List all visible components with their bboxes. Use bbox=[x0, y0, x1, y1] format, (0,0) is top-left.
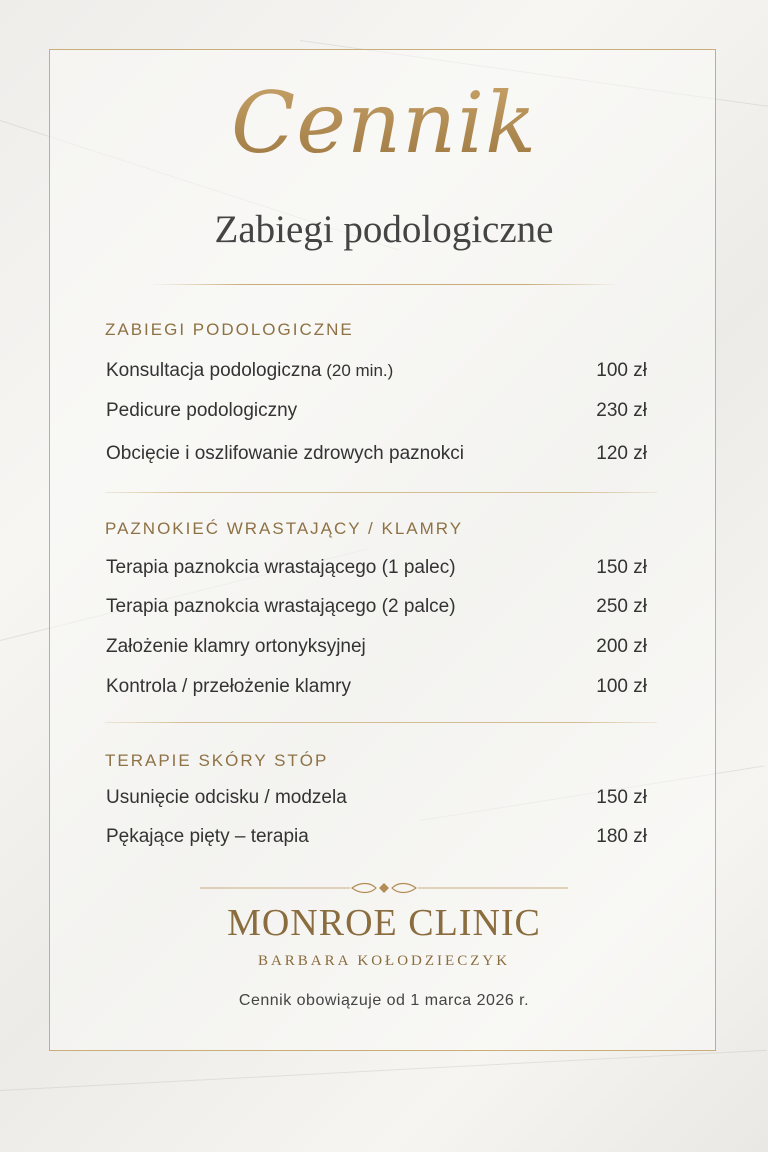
service-price: 250 zł bbox=[596, 596, 647, 617]
price-row bbox=[106, 596, 647, 624]
service-name: Pedicure podologiczny bbox=[106, 400, 298, 421]
price-row bbox=[106, 676, 647, 704]
price-row bbox=[106, 826, 647, 854]
service-name: Usunięcie odcisku / modzela bbox=[106, 787, 347, 808]
background-marble-vein bbox=[0, 1050, 767, 1091]
section-heading: PAZNOKIEĆ WRASTAJĄCY / KLAMRY bbox=[105, 519, 464, 538]
service-name: Założenie klamry ortonyksyjnej bbox=[106, 636, 366, 657]
brand-owner: BARBARA KOŁODZIECZYK bbox=[257, 953, 511, 969]
service-price: 200 zł bbox=[596, 636, 647, 657]
validity-note: Cennik obowiązuje od 1 marca 2026 r. bbox=[238, 992, 530, 1009]
service-price: 230 zł bbox=[596, 400, 647, 421]
service-name: Pękające pięty – terapia bbox=[106, 826, 309, 847]
script-title: Cennik bbox=[0, 74, 768, 172]
service-price: 150 zł bbox=[596, 787, 647, 808]
service-name: Kontrola / przełożenie klamry bbox=[106, 676, 351, 697]
price-row bbox=[106, 400, 647, 428]
service-price: 120 zł bbox=[596, 443, 647, 464]
service-price: 100 zł bbox=[596, 360, 647, 381]
section-divider bbox=[105, 492, 657, 493]
title-divider bbox=[150, 284, 620, 285]
service-price: 180 zł bbox=[596, 826, 647, 847]
service-name: Obcięcie i oszlifowanie zdrowych paznokci bbox=[106, 443, 464, 464]
service-name: Terapia paznokcia wrastającego (2 palce) bbox=[106, 596, 456, 617]
price-row bbox=[106, 636, 647, 664]
service-price: 100 zł bbox=[596, 676, 647, 697]
service-duration: (20 min.) bbox=[321, 361, 394, 380]
service-name: Konsultacja podologiczna (20 min.) bbox=[106, 360, 394, 381]
price-row bbox=[106, 557, 647, 585]
section-heading: TERAPIE SKÓRY STÓP bbox=[105, 751, 329, 770]
section-heading: ZABIEGI PODOLOGICZNE bbox=[105, 320, 354, 339]
service-name: Terapia paznokcia wrastającego (1 palec) bbox=[106, 557, 456, 578]
flourish-ornament-icon bbox=[200, 880, 568, 896]
brand-name: MONROE CLINIC bbox=[227, 902, 541, 944]
page-subtitle: Zabiegi podologiczne bbox=[214, 208, 554, 251]
price-row bbox=[106, 443, 647, 471]
service-price: 150 zł bbox=[596, 557, 647, 578]
price-row bbox=[106, 787, 647, 815]
section-divider bbox=[105, 722, 657, 723]
price-row bbox=[106, 360, 647, 388]
